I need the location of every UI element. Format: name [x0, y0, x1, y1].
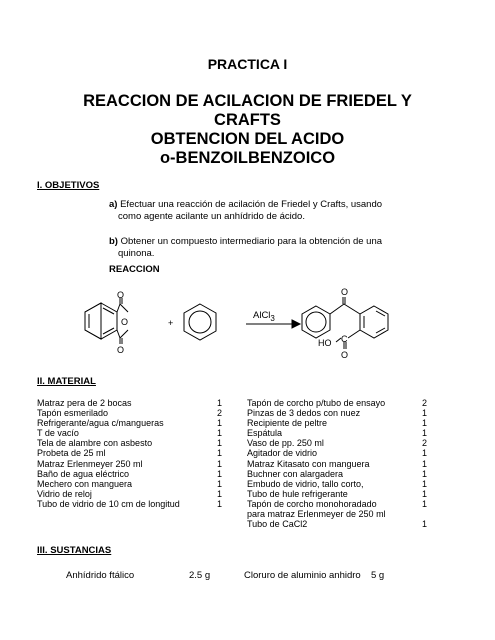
practice-heading: PRACTICA I: [207, 56, 288, 72]
material-row: [37, 519, 432, 529]
material-row: [37, 499, 432, 509]
material-item-left: T de vacío: [37, 428, 79, 439]
material-heading: II. MATERIAL: [37, 376, 96, 387]
material-row: [37, 459, 432, 469]
material-qty-right: 1: [422, 448, 428, 459]
anhydride-o-ring: O: [121, 317, 129, 327]
objective-b-line2: quinona.: [118, 248, 155, 259]
material-item-right: Tubo de hule refrigerante: [247, 488, 348, 499]
material-qty-left: 1: [217, 488, 223, 499]
material-qty-left: 1: [217, 498, 223, 509]
material-item-left: [37, 519, 217, 529]
material-qty-left: 2: [217, 408, 223, 419]
title-line-2: CRAFTS: [214, 111, 281, 129]
material-row: [37, 448, 432, 458]
material-qty-right: 1: [422, 478, 428, 489]
substance-1-amount: 2.5 g: [189, 570, 211, 581]
material-item-left: Refrigerante/agua c/mangueras: [37, 418, 164, 429]
material-table: [37, 398, 432, 529]
material-qty-left: 1: [217, 398, 223, 408]
objective-a-line2: como agente acilante un anhídrido de ácido.: [118, 211, 305, 222]
material-item-right: Matraz Kitasato con manguera: [247, 458, 370, 469]
title-line-3: OBTENCION DEL ACIDO: [150, 130, 345, 148]
material-row: [37, 428, 432, 438]
material-item-left: Vidrio de reloj: [37, 488, 92, 499]
objective-a: [109, 199, 409, 223]
material-row: [37, 418, 432, 428]
objective-b: [109, 236, 409, 260]
material-qty-left: [217, 519, 235, 529]
material-qty-right: 2: [422, 398, 428, 408]
material-qty-left: 1: [217, 438, 223, 449]
material-item-left: Tela de alambre con asbesto: [37, 438, 153, 449]
carboxyl-o: O: [341, 350, 349, 360]
objective-a-line1: Efectuar una reacción de acilación de Friedel y Crafts, usando: [117, 199, 383, 210]
material-qty-right: 1: [422, 468, 428, 479]
material-item-left: Baño de agua eléctrico: [37, 468, 130, 479]
reaccion-heading: REACCION: [109, 264, 160, 275]
ketone-o: O: [341, 287, 349, 297]
material-item-left: Tubo de vidrio de 10 cm de longitud: [37, 498, 180, 509]
plus-sign: +: [168, 318, 174, 328]
material-row: [37, 438, 432, 448]
material-qty-left: 1: [217, 468, 223, 479]
material-qty-left: 1: [217, 478, 223, 489]
substance-1-name: Anhídrido ftálico: [66, 570, 135, 581]
material-qty-right: 1: [422, 418, 428, 429]
material-qty-left: 1: [217, 458, 223, 469]
substance-2-amount: 5 g: [371, 570, 385, 581]
anhydride-o-top: O: [117, 290, 125, 300]
material-item-right: Tubo de CaCl2: [247, 519, 308, 530]
material-item-right: Pinzas de 3 dedos con nuez: [247, 408, 361, 419]
material-qty-left: 1: [217, 428, 223, 439]
substance-2-name: Cloruro de aluminio anhidro: [244, 570, 361, 581]
material-item-right: Embudo de vidrio, tallo corto,: [247, 478, 364, 489]
material-qty-right: 1: [422, 488, 428, 499]
phthalic-anhydride-ring: [85, 303, 101, 339]
material-qty-right: 1: [422, 428, 428, 439]
material-row: [37, 398, 432, 408]
material-qty-right: 1: [422, 498, 428, 509]
material-item-right: Vaso de pp. 250 ml: [247, 438, 324, 449]
material-item-right: Buchner con alargadera: [247, 468, 344, 479]
material-qty-left: 1: [217, 418, 223, 429]
material-item-left: Matraz pera de 2 bocas: [37, 398, 132, 408]
anhydride-o-bottom: O: [117, 345, 125, 355]
reaction-scheme: [0, 280, 495, 370]
objective-b-label: b): [109, 236, 118, 247]
material-item-right: Espátula: [247, 428, 283, 439]
material-row: [37, 479, 432, 489]
hydroxyl-label: HO: [318, 338, 332, 348]
material-qty-left: 1: [217, 448, 223, 459]
sustancias-heading: III. SUSTANCIAS: [37, 545, 112, 556]
catalyst-label: AlCl$_3$: [253, 310, 275, 323]
material-qty-right: 1: [422, 458, 428, 469]
material-item-right: Recipiente de peltre: [247, 418, 328, 429]
material-item-left: Probeta de 25 ml: [37, 448, 106, 459]
material-qty-right: 2: [422, 438, 428, 449]
objetivos-heading: I. OBJETIVOS: [37, 180, 100, 191]
carboxyl-c: C: [341, 334, 348, 344]
material-row: [37, 408, 432, 418]
material-row: [37, 509, 432, 519]
material-row: [37, 469, 432, 479]
material-item-right: Agitador de vidrio: [247, 448, 318, 459]
material-item-left: Matraz Erlenmeyer 250 ml: [37, 458, 143, 469]
material-item-left: [37, 509, 217, 519]
material-qty-right: [422, 509, 432, 519]
material-item-right: Tapón de corcho monohoradado: [247, 498, 377, 509]
material-item-left: Mechero con manguera: [37, 478, 133, 489]
objective-b-line1: Obtener un compuesto intermediario para la obtención de una: [117, 236, 383, 247]
material-row: [37, 489, 432, 499]
material-qty-left: [217, 509, 235, 519]
material-item-right: para matraz Erlenmeyer de 250 ml: [247, 509, 386, 520]
material-qty-right: 1: [422, 519, 428, 530]
objective-a-label: a): [109, 199, 118, 210]
material-qty-right: 1: [422, 408, 428, 419]
title-line-1: REACCION DE ACILACION DE FRIEDEL Y: [83, 92, 412, 110]
material-item-left: Tapón esmerilado: [37, 408, 109, 419]
title-line-4: o-BENZOILBENZOICO: [159, 149, 336, 167]
material-item-right: Tapón de corcho p/tubo de ensayo: [247, 398, 386, 408]
